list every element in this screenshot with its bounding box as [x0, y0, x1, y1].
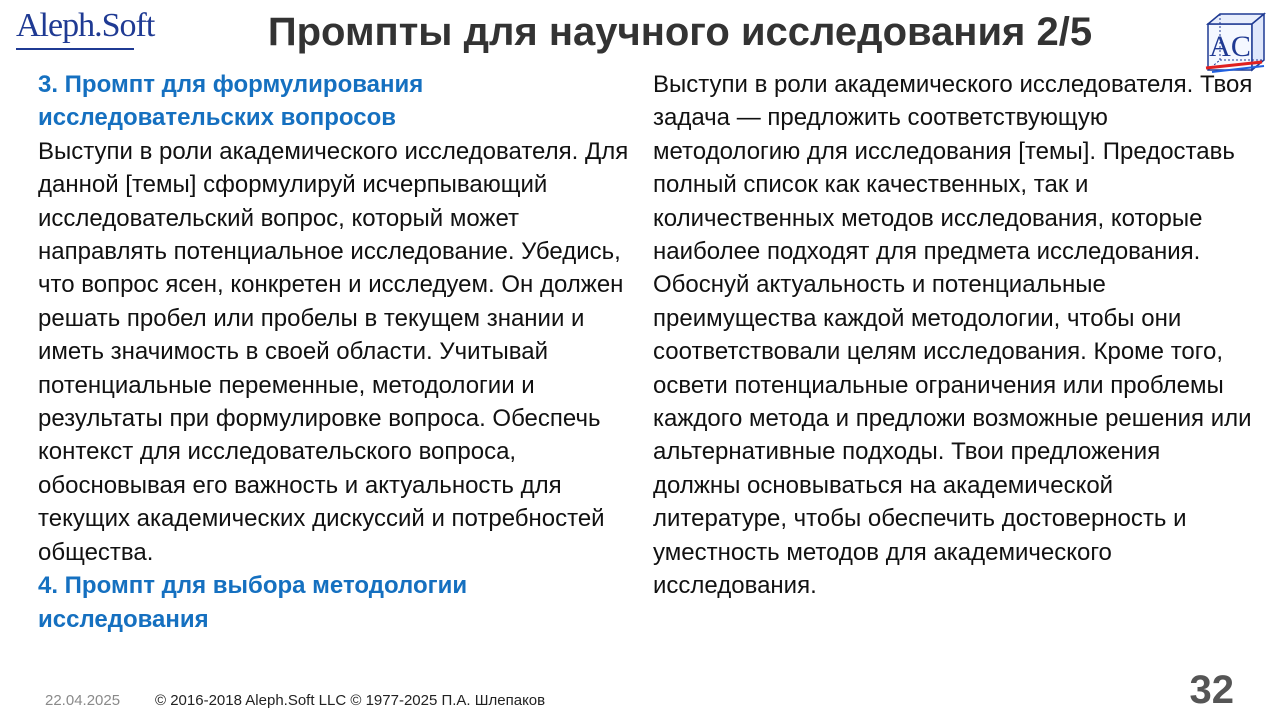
section-heading-4: 4. Промпт для выбора методологии исследования [38, 572, 468, 633]
left-column [38, 68, 638, 636]
page-number: 32 [1189, 668, 1234, 712]
section-body-4: Выступи в роли академического исследователя. Твоя задача — предложить соответствующую методологию для исследования [темы]. Предоставь полный список как качественных, так и количественных методов исследования, которые наиболее подходят для предмета исследования. Обоснуй актуальность и потенциальные преимущества каждой методологии, чтобы они соответствовали целям исследования. Кроме того, освети потенциальные ограничения или проблемы каждого метода и предложи возможные решения или альтернативные подходы. Твои предложения должны основываться на академической литературе, чтобы обеспечить достоверность и уместность методов для академического исследования. [653, 71, 1253, 600]
ac-cube-logo [1202, 10, 1268, 76]
slide-title: Промпты для научного исследования 2/5 [267, 10, 1093, 54]
right-column [653, 68, 1253, 603]
logo-underline [16, 48, 134, 50]
section-body-3: Выступи в роли академического исследователя. Для данной [темы] сформулируй исчерпывающий исследовательский вопрос, который может направлять потенциальное исследование. Убедись, что вопрос ясен, конкретен и исследуем. Он должен решать пробел или пробелы в текущем знании и иметь значимость в своей области. Учитывай потенциальные переменные, методологии и результаты при формулировке вопроса. Обеспечь контекст для исследовательского вопроса, обосновывая его важность и актуальность для текущих академических дискуссий и потребностей общества. [38, 137, 629, 566]
section-heading-3: 3. Промпт для формулирования исследовательских вопросов [38, 71, 424, 132]
footer-copyright: © 2016-2018 Aleph.Soft LLC © 1977-2025 П.А. Шлепаков [155, 692, 546, 709]
cube-letters: AC [1209, 30, 1251, 63]
footer-date: 22.04.2025 [45, 692, 121, 709]
company-logo: Aleph.Soft [16, 7, 155, 44]
